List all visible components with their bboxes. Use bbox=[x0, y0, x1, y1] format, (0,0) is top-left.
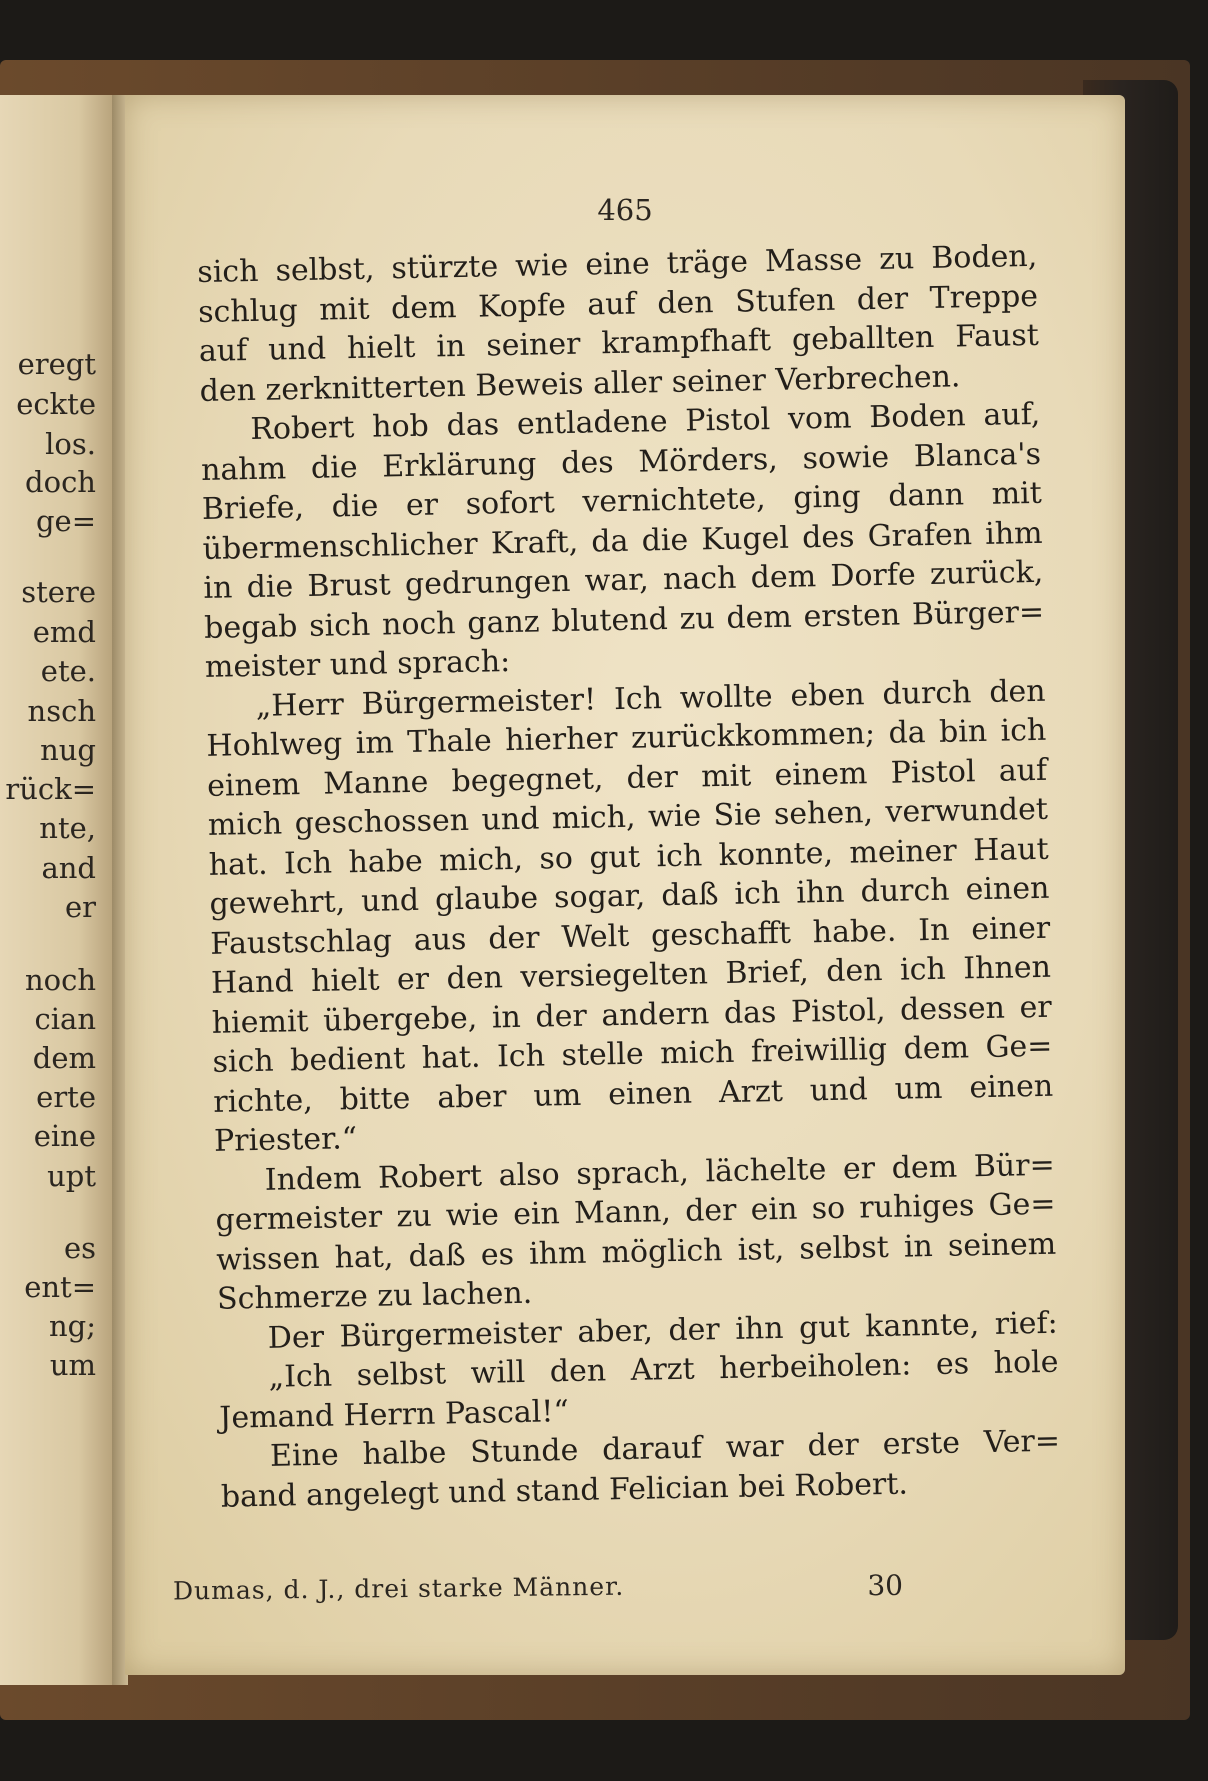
text-line: Indem Robert also sprach, lächelte er dem Bür= bbox=[264, 1147, 1055, 1198]
text-line: hat. Ich habe mich, so gut ich konnte, meiner Haut bbox=[208, 831, 1049, 883]
text-line: in die Brust gedrungen war, nach dem Dorfe zurück, bbox=[203, 554, 1044, 606]
left-page-fragment: ent= bbox=[24, 1270, 96, 1304]
text-line: „Ich selbst will den Arzt herbeiholen: es hole bbox=[268, 1344, 1059, 1395]
text-line: Robert hob das entladene Pistol vom Boden auf, bbox=[250, 396, 1041, 448]
text-line: band angelegt und stand Felician bei Robert. bbox=[220, 1466, 909, 1515]
text-line: Hand hielt er den versiegelten Brief, den ich Ihnen bbox=[210, 949, 1052, 1001]
left-page-fragment: noch bbox=[24, 963, 96, 997]
text-line: Schmerze zu lachen. bbox=[216, 1275, 533, 1317]
text-line: den zerknitterten Beweis aller seiner Verbrechen. bbox=[199, 358, 961, 409]
left-page bbox=[0, 95, 112, 1685]
text-line: Der Bürgermeister aber, der ihn gut kannte, rief: bbox=[267, 1305, 1059, 1356]
text-line: Faustschlag aus der Welt geschafft habe. In einer bbox=[209, 910, 1051, 962]
left-page-fragment: eregt bbox=[17, 347, 96, 381]
sheet-number: 30 bbox=[867, 1568, 904, 1603]
text-line: sich bedient hat. Ich stelle mich freiwillig dem Ge= bbox=[212, 1028, 1053, 1080]
left-page-fragment: los. bbox=[45, 427, 96, 461]
right-page bbox=[125, 95, 1125, 1675]
text-line: Hohlweg im Thale hierher zurückkommen; da bin ich bbox=[206, 712, 1047, 764]
left-page-fragment: nsch bbox=[27, 694, 96, 728]
text-line: Jemand Herrn Pascal!“ bbox=[219, 1393, 570, 1436]
left-page-fragment: es bbox=[63, 1231, 96, 1265]
text-line: gewehrt, und glaube sogar, daß ich ihn durch einen bbox=[209, 870, 1050, 922]
left-page-fragment: emd bbox=[32, 615, 96, 649]
left-page-fragment: ng; bbox=[48, 1309, 96, 1343]
signature-mark: Dumas, d. J., drei starke Männer. bbox=[172, 1571, 625, 1606]
text-line: wissen hat, daß es ihm möglich ist, selbst in seinem bbox=[215, 1226, 1057, 1278]
text-line: Priester.“ bbox=[213, 1121, 358, 1159]
text-line: auf und hielt in seiner krampfhaft geballten Faust bbox=[198, 317, 1040, 369]
left-page-fragment: stere bbox=[21, 575, 96, 609]
left-page-fragment: nug bbox=[40, 733, 96, 767]
text-line: nahm die Erklärung des Mörders, sowie Blanca's bbox=[200, 436, 1042, 488]
body-text bbox=[197, 237, 1061, 1517]
text-line: Briefe, die er sofort vernichtete, ging dann mit bbox=[201, 475, 1043, 527]
text-line: Eine halbe Stunde darauf war der erste Ver= bbox=[269, 1423, 1061, 1474]
page-footer bbox=[173, 1568, 1023, 1610]
text-line: richte, bitte aber um einen Arzt und um einen bbox=[212, 1068, 1054, 1120]
left-page-fragment: rück= bbox=[5, 772, 96, 806]
left-page-fragment: ete. bbox=[40, 654, 96, 688]
text-line: begab sich noch ganz blutend zu dem ersten Bürger= bbox=[203, 594, 1045, 646]
left-page-fragment: er bbox=[64, 890, 96, 924]
left-page-fragment: nte, bbox=[39, 811, 96, 845]
text-line: sich selbst, stürzte wie eine träge Masse zu Boden, bbox=[197, 238, 1038, 290]
text-line: übermenschlicher Kraft, da die Kugel des Grafen ihm bbox=[202, 515, 1043, 567]
left-page-fragment: dem bbox=[32, 1041, 96, 1075]
text-line: einem Manne begegnet, der mit einem Pistol auf bbox=[206, 752, 1048, 804]
left-page-fragment: cian bbox=[34, 1002, 96, 1036]
left-page-fragment: eckte bbox=[16, 387, 96, 421]
page-number: 465 bbox=[597, 193, 653, 227]
left-page-fragment: um bbox=[49, 1348, 96, 1382]
text-line: hiemit übergebe, in der andern das Pistol, dessen er bbox=[211, 989, 1052, 1041]
text-line: „Herr Bürgermeister! Ich wollte eben durch den bbox=[255, 673, 1046, 724]
text-line: germeister zu wie ein Mann, der ein so ruhiges Ge= bbox=[215, 1186, 1056, 1238]
left-page-fragment: erte bbox=[36, 1080, 96, 1114]
text-line: schlug mit dem Kopfe auf den Stufen der Treppe bbox=[197, 278, 1039, 330]
left-page-fragment: upt bbox=[47, 1159, 96, 1193]
text-line: meister und sprach: bbox=[204, 644, 511, 685]
left-page-fragment: eine bbox=[33, 1119, 96, 1153]
left-page-fragment: and bbox=[41, 851, 96, 885]
left-page-fragment: ge= bbox=[35, 504, 96, 538]
text-line: mich geschossen und mich, wie Sie sehen, verwundet bbox=[207, 791, 1049, 843]
left-page-fragment: doch bbox=[25, 465, 96, 499]
